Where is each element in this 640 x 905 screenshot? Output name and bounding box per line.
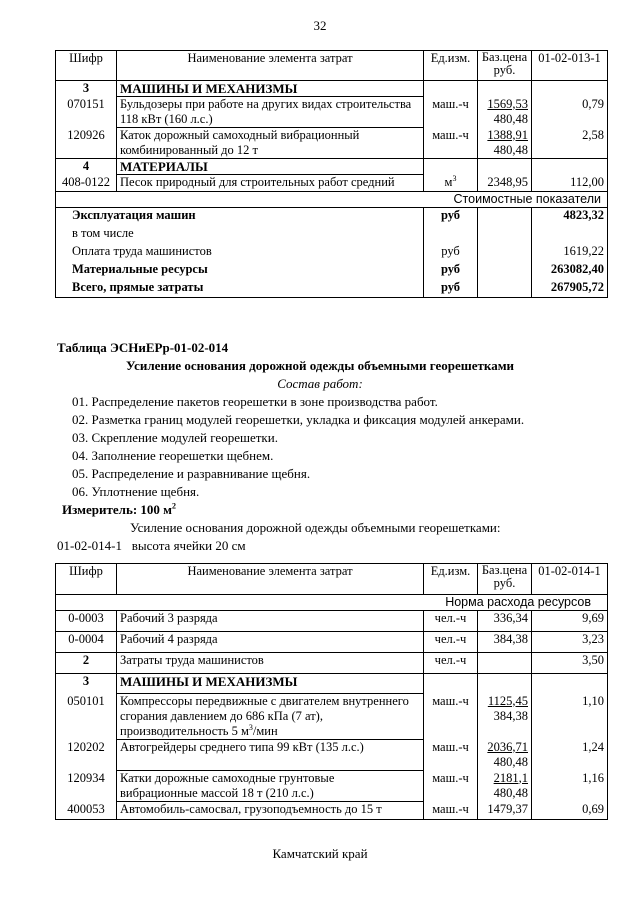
header-price: Баз.цена руб. — [478, 51, 532, 81]
row-value: 0,69 — [532, 802, 608, 820]
header-unit: Ед.изм. — [424, 51, 478, 81]
row-code: 070151 — [56, 97, 117, 128]
row-value: 1,16 — [532, 771, 608, 802]
row-price: 1569,53 480,48 — [478, 97, 532, 128]
page-number: 32 — [313, 18, 327, 33]
norm-label: Норма расхода ресурсов — [56, 595, 608, 611]
item-description: Усиление основания дорожной одежды объемными георешетками: — [130, 520, 501, 535]
total-value: 263082,40 — [532, 262, 608, 280]
table-row — [56, 632, 608, 653]
resource-table-2 — [55, 563, 608, 820]
row-name: Бульдозеры при работе на других видах строительства 118 кВт (160 л.с.) — [117, 97, 424, 128]
table-row — [56, 802, 608, 820]
row-code: 120934 — [56, 771, 117, 802]
row-unit: маш.-ч — [424, 802, 478, 820]
section-title: МАТЕРИАЛЫ — [117, 159, 424, 175]
total-label: Материальные ресурсы — [56, 262, 424, 280]
row-unit: $м^3$ — [424, 175, 478, 192]
row-code: 120202 — [56, 740, 117, 771]
total-label: Всего, прямые затраты — [56, 280, 424, 298]
table-row — [56, 694, 608, 740]
table-subtitle: Усиление основания дорожной одежды объемными георешетками — [125, 358, 515, 373]
section-title: МАШИНЫ И МЕХАНИЗМЫ — [117, 81, 424, 97]
row-code: 050101 — [56, 694, 117, 740]
table-title: Таблица ЭСНиЕРр-01-02-014 — [57, 340, 229, 355]
row-code: 400053 — [56, 802, 117, 820]
total-row — [56, 208, 608, 226]
row-unit: чел.-ч — [424, 653, 478, 674]
row-value: 9,69 — [532, 611, 608, 632]
total-row — [56, 262, 608, 280]
total-value: 267905,72 — [532, 280, 608, 298]
section-number: 3 — [56, 81, 117, 97]
table-row — [56, 740, 608, 771]
row-unit: чел.-ч — [424, 611, 478, 632]
header-unit: Ед.изм. — [424, 564, 478, 595]
row-price: 336,34 — [478, 611, 532, 632]
row-unit: маш.-ч — [424, 97, 478, 128]
row-value: 3,50 — [532, 653, 608, 674]
work-item: 03. Скрепление модулей георешетки. — [72, 430, 278, 445]
header-code: Шифр — [56, 564, 117, 595]
row-price: 2348,95 — [478, 175, 532, 192]
row-code: 408-0122 — [56, 175, 117, 192]
total-row — [56, 244, 608, 262]
row-unit: чел.-ч — [424, 632, 478, 653]
header-norm: 01-02-013-1 — [532, 51, 608, 81]
section-title: МАШИНЫ И МЕХАНИЗМЫ — [117, 674, 424, 694]
table-row — [56, 611, 608, 632]
total-row — [56, 226, 608, 244]
row-price: 2181,1 480,48 — [478, 771, 532, 802]
row-code: 120926 — [56, 128, 117, 159]
composition-heading: Состав работ: — [277, 376, 363, 391]
section-row — [56, 674, 608, 694]
row-price: 2036,71 480,48 — [478, 740, 532, 771]
item-code-line: 01-02-014-1 высота ячейки 20 см — [57, 538, 246, 553]
section-row — [56, 81, 608, 97]
row-value: 2,58 — [532, 128, 608, 159]
section-row — [56, 159, 608, 175]
page-footer: Камчатский край — [272, 846, 368, 861]
table-row — [56, 175, 608, 192]
table-row — [56, 771, 608, 802]
total-unit: руб — [424, 208, 478, 226]
total-row — [56, 280, 608, 298]
row-name: Песок природный для строительных работ средний — [117, 175, 424, 192]
row-name: Катки дорожные самоходные грунтовые вибрационные массой 18 т (210 л.с.) — [117, 771, 424, 802]
total-label: Эксплуатация машин — [56, 208, 424, 226]
row-value: 3,23 — [532, 632, 608, 653]
section-number: 3 — [56, 674, 117, 694]
total-label: в том числе — [56, 226, 424, 244]
row-name: Рабочий 3 разряда — [117, 611, 424, 632]
row-value: 1,10 — [532, 694, 608, 740]
row-unit: маш.-ч — [424, 128, 478, 159]
work-item: 06. Уплотнение щебня. — [72, 484, 200, 499]
row-value: 112,00 — [532, 175, 608, 192]
total-unit: руб — [424, 280, 478, 298]
row-name: Каток дорожный самоходный вибрационный комбинированный до 12 т — [117, 128, 424, 159]
header-code: Шифр — [56, 51, 117, 81]
row-name: Компрессоры передвижные с двигателем внутреннего сгорания давлением до 686 кПа (7 ат), производительность 5 $м^3$/мин — [117, 694, 424, 740]
row-price: 384,38 — [478, 632, 532, 653]
cost-indicators-label: Стоимостные показатели — [56, 192, 608, 208]
row-name: Автомобиль-самосвал, грузоподъемность до 15 т — [117, 802, 424, 820]
table-row — [56, 97, 608, 128]
row-price: 1125,45 384,38 — [478, 694, 532, 740]
row-unit: маш.-ч — [424, 771, 478, 802]
row-unit: маш.-ч — [424, 740, 478, 771]
total-label: Оплата труда машинистов — [56, 244, 424, 262]
header-name: Наименование элемента затрат — [117, 564, 424, 595]
header-price: Баз.цена руб. — [478, 564, 532, 595]
row-code: 2 — [56, 653, 117, 674]
header-name: Наименование элемента затрат — [117, 51, 424, 81]
row-name: Затраты труда машинистов — [117, 653, 424, 674]
row-value: 0,79 — [532, 97, 608, 128]
total-value: 4823,32 — [532, 208, 608, 226]
resource-table-1 — [55, 50, 608, 298]
total-unit: руб — [424, 262, 478, 280]
row-value: 1,24 — [532, 740, 608, 771]
row-price: 1388,91 480,48 — [478, 128, 532, 159]
row-code: 0-0004 — [56, 632, 117, 653]
row-name: Автогрейдеры среднего типа 99 кВт (135 л.с.) — [117, 740, 424, 771]
table-row — [56, 653, 608, 674]
header-norm: 01-02-014-1 — [532, 564, 608, 595]
row-code: 0-0003 — [56, 611, 117, 632]
table-row — [56, 128, 608, 159]
work-item: 05. Распределение и разравнивание щебня. — [72, 466, 311, 481]
measure-unit: Измеритель: 100 $м^2$ — [62, 501, 177, 517]
work-item: 02. Разметка границ модулей георешетки, укладка и фиксация модулей анкерами. — [72, 412, 525, 427]
row-name: Рабочий 4 разряда — [117, 632, 424, 653]
work-item: 04. Заполнение георешетки щебнем. — [72, 448, 274, 463]
section-number: 4 — [56, 159, 117, 175]
row-unit: маш.-ч — [424, 694, 478, 740]
work-item: 01. Распределение пакетов георешетки в зоне производства работ. — [72, 394, 438, 409]
row-price: 1479,37 — [478, 802, 532, 820]
total-unit: руб — [424, 244, 478, 262]
total-value: 1619,22 — [532, 244, 608, 262]
